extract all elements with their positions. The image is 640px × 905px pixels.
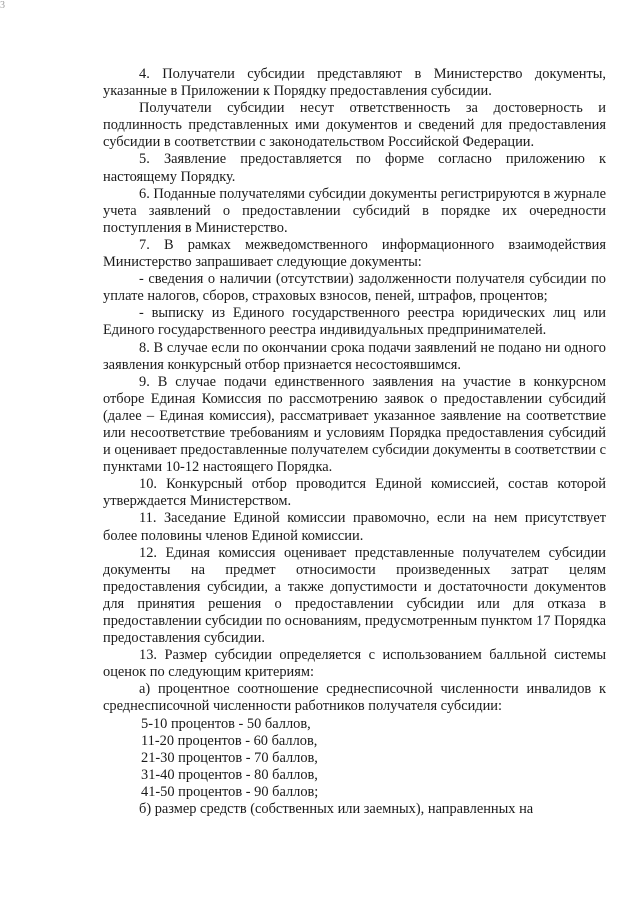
paragraph-13: 13. Размер субсидии определяется с использованием балльной системы оценок по следующим критериям: bbox=[103, 647, 606, 681]
paragraph-4: 4. Получатели субсидии представляют в Министерство документы, указанные в Приложении к Порядку предоставления субсидии. bbox=[103, 66, 606, 100]
score-item: 21-30 процентов - 70 баллов, bbox=[141, 749, 318, 766]
score-item: 5-10 процентов - 50 баллов, bbox=[141, 715, 311, 732]
score-item: 11-20 процентов - 60 баллов, bbox=[141, 732, 318, 749]
paragraph-7-item-registry: - выписку из Единого государственного реестра юридических лиц или Единого государственного реестра индивидуальных предпринимателей. bbox=[103, 305, 606, 339]
score-item: 41-50 процентов - 90 баллов; bbox=[141, 783, 319, 800]
paragraph-8: 8. В случае если по окончании срока подачи заявлений не подано ни одного заявления конкурсный отбор признается несостоявшимся. bbox=[103, 339, 606, 373]
paragraph-13-criterion-b: б) размер средств (собственных или заемных), направленных на bbox=[139, 801, 534, 818]
paragraph-11: 11. Заседание Единой комиссии правомочно, если на нем присутствует более половины членов Единой комиссии. bbox=[103, 510, 606, 544]
paragraph-13-criterion-a: а) процентное соотношение среднесписочной численности инвалидов к среднесписочной численности работников получателя субсидии: bbox=[103, 681, 606, 715]
paragraph-5: 5. Заявление предоставляется по форме согласно приложению к настоящему Порядку. bbox=[103, 151, 606, 185]
margin-mark: 3 bbox=[0, 0, 5, 11]
paragraph-9: 9. В случае подачи единственного заявления на участие в конкурсном отборе Единая Комиссия по рассмотрению заявок о предоставлении субсидий (далее – Единая комиссия), рассматривает указанное заявление на соответствие или несоответствие требованиям и условиям Порядка предоставления субсидий и оценивает предоставленные получателем субсидии документы в соответствии с пунктами 10-12 настоящего Порядка. bbox=[103, 373, 606, 476]
paragraph-12: 12. Единая комиссия оценивает представленные получателем субсидии документы на предмет относимости произведенных затрат целям предоставления субсидии, а также допустимости и достаточности документов для принятия решения о предоставлении субсидии или для отказа в предоставлении субсидии по основаниям, предусмотренным пунктом 17 Порядка предоставления субсидии. bbox=[103, 544, 606, 647]
paragraph-10: 10. Конкурсный отбор проводится Единой комиссией, состав которой утверждается Министерством. bbox=[103, 476, 606, 510]
paragraph-7: 7. В рамках межведомственного информационного взаимодействия Министерство запрашивает следующие документы: bbox=[103, 236, 606, 271]
paragraph-7-item-tax: - сведения о наличии (отсутствии) задолженности получателя субсидии по уплате налогов, сборов, страховых взносов, пеней, штрафов, процентов; bbox=[103, 271, 606, 305]
score-item: 31-40 процентов - 80 баллов, bbox=[141, 766, 318, 783]
paragraph-6: 6. Поданные получателями субсидии документы регистрируются в журнале учета заявлений о предоставлении субсидий в порядке их очередности поступления в Министерство. bbox=[103, 185, 606, 236]
paragraph-4-responsibility: Получатели субсидии несут ответственность за достоверность и подлинность представленных ими документов и сведений для предоставления субсидии в соответствии с законодательством Российской Федерации. bbox=[103, 100, 606, 151]
